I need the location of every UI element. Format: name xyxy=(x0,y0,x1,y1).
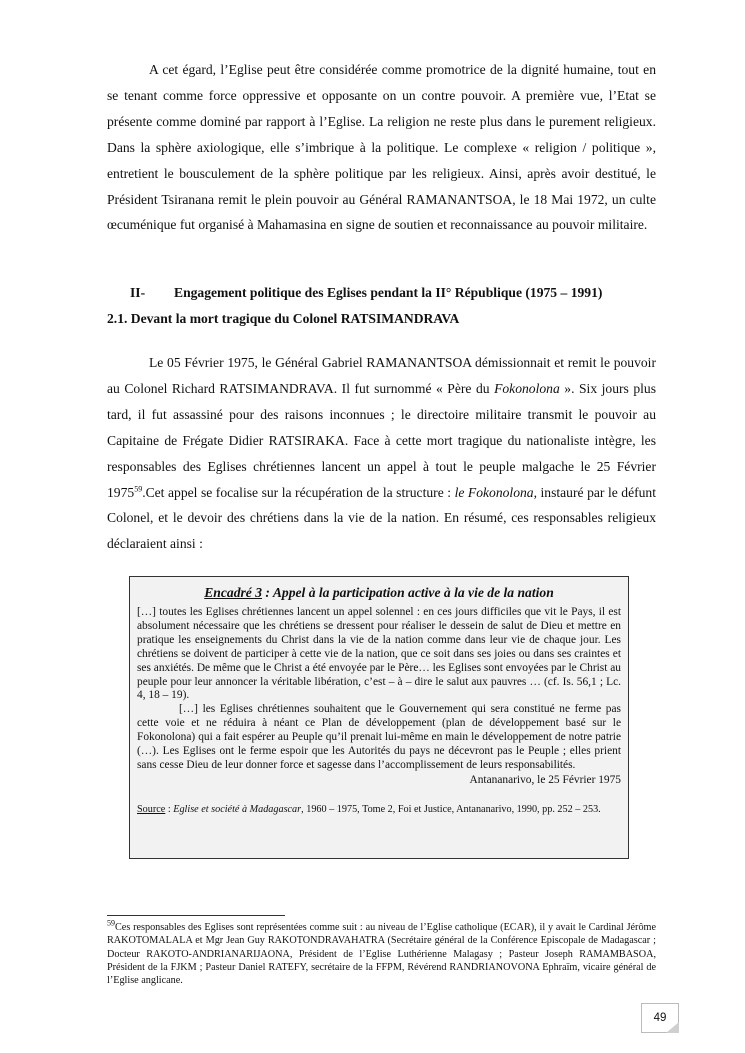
section-heading xyxy=(130,285,602,301)
section-number: II- xyxy=(130,285,146,300)
footnote-59 xyxy=(107,918,656,987)
p2-italic-le-fokonolona: le Fokonolona xyxy=(454,484,534,500)
box-title-label: Encadré 3 xyxy=(204,585,263,600)
footnote-divider xyxy=(107,915,285,916)
paragraph1-text: A cet égard, l’Eglise peut être considérée comme promotrice de la dignité humaine, tout en se tenant comme force oppressive et opposante on un contre pouvoir. A première vue, l’Etat se présente comme dominé par rapport à l’Eglise. La religion ne reste plus dans le purement religieux. Dans la sphère axiologique, elle s’imbrique à la politique. Le complexe « religion / politique », entretient le bousculement de la sphère politique par les religieux. Ainsi, après avoir destitué, le Président Tsiranana remit le plein pouvoir au Général RAMANANTSOA, le 18 Mai 1972, un culte œcuménique fut organisé à Mahamasina en signe de soutien et reconnaissance au pouvoir militaire. xyxy=(107,62,656,233)
footnote-number: 59 xyxy=(107,918,115,928)
paragraph-ratsimandrava xyxy=(107,350,656,557)
source-label: Source xyxy=(137,803,166,815)
page-curl-icon xyxy=(666,1022,679,1033)
box-source xyxy=(137,804,621,817)
page-number: 49 xyxy=(641,1003,679,1033)
box-quote-1: […] toutes les Eglises chrétiennes lancent un appel solennel : en ces jours difficiles que vit le Pays, il est absolument nécessaire que les chrétiens se dressent pour réaliser le dessein de salut de Dieu et mettre en pratique les enseignements du Christ dans la vie de la nation comme dans leur vie de chaque jour. Les chrétiens se doivent de participer à cette vie de la nation, que ce soit dans ses joies ou dans ses craintes et ses anxiétés. De même que le Christ a été envoyée par le Père… les Eglises sont envoyées par le Christ au peuple pour leur annoncer la véritable libération, c’est – à – dire le salut aux pauvres … (cf. Is. 56,1 ; Lc. 4, 18 – 19). xyxy=(137,606,621,702)
source-rest: , 1960 – 1975, Tome 2, Foi et Justice, Antananarivo, 1990, pp. 252 – 253. xyxy=(301,803,601,815)
paragraph-church-dignity xyxy=(107,57,656,238)
source-title: Eglise et société à Madagascar xyxy=(173,803,302,815)
box-title-rest: : Appel à la participation active à la vie de la nation xyxy=(262,585,554,600)
p2-italic-fokonolona: Fokonolona xyxy=(494,380,560,396)
subsection-heading: 2.1. Devant la mort tragique du Colonel RATSIMANDRAVA xyxy=(107,311,460,326)
p2-part3: .Cet appel se focalise sur la récupération de la structure : xyxy=(142,484,455,500)
box-quote-2: […] les Eglises chrétiennes souhaitent que le Gouvernement qui sera constitué ne ferme pas cette voie et ne réduira à néant ce Plan de développement (plan de développement basé sur le Fokonolona) qui a fait espérer au Peuple qu’il prenait lui-même en main le développement de notre patrie (…). Les Eglises ont le ferme espoir que les Autorités du pays ne décevront pas le Peuple ; elles prient sans cesse Dieu de leur donner force et sagesse dans l’accomplissement de leurs responsabilités. xyxy=(137,703,621,771)
box-title xyxy=(137,585,621,601)
box-signature: Antananarivo, le 25 Février 1975 xyxy=(469,773,621,786)
source-sep: : xyxy=(165,803,174,815)
encadre-3-box xyxy=(129,576,629,859)
p2-part2: ». Six jours plus tard, il fut assassiné pour des raisons inconnues ; le directoire militaire transmit le pouvoir au Capitaine de Frégate Didier RATSIRAKA. Face à cette mort tragique du nationaliste intègre, les responsables des Eglises chrétiennes lancent un appel à tout le peuple malgache le 25 Février 1975 xyxy=(107,380,656,500)
section-title: Engagement politique des Eglises pendant la II° République (1975 – 1991) xyxy=(174,285,603,300)
p2-part1: Le 05 Février 1975, le Général Gabriel RAMANANTSOA démissionnait et remit le pouvoir au Colonel Richard RATSIMANDRAVA. Il fut surnommé « Père du xyxy=(107,355,656,396)
footnote-ref-59[interactable]: 59 xyxy=(134,484,143,493)
p2-part4: , instauré par le défunt Colonel, et le devoir des chrétiens dans la vie de la nation. En résumé, ces responsables religieux déclaraient ainsi : xyxy=(107,484,657,552)
footnote-text: Ces responsables des Eglises sont représentées comme suit : au niveau de l’Eglise catholique (ECAR), il y avait le Cardinal Jérôme RAKOTOMALALA et Mgr Jean Guy RAKOTONDRAVAHATRA (Secrétaire général de la Conférence Episcopale de Madagascar ; Docteur RAKOTO-ANDRIANARIJAONA, Président de l’Eglise Luthérienne Malagasy ; Pasteur Joseph RAMAMBASOA, Président de la FJKM ; Pasteur Daniel RATEFY, secrétaire de la FFPM, Révérend RANDRIANOVONA Ephraïm, vicaire général de l’Eglise anglicane. xyxy=(107,922,656,987)
